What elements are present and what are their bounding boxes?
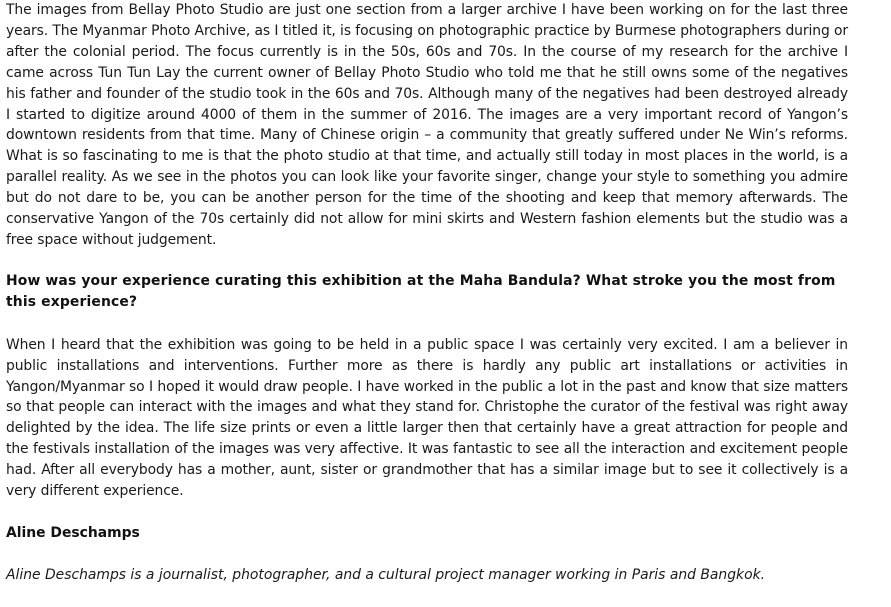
paragraph-spacer xyxy=(6,544,848,565)
article-paragraph-archive: The images from Bellay Photo Studio are just one section from a larger archive I have been working on for the last three years. The Myanmar Photo Archive, as I titled it, is focusing on photographic practice by Burmese photographers during or after the colonial period. The focus currently is in the 50s, 60s and 70s. In the course of my research for the archive I came across Tun Tun Lay the current owner of Bellay Photo Studio who told me that he still owns some of the negatives his father and founder of the studio took in the 60s and 70s. Although many of the negatives had been destroyed already I started to digitize around 4000 of them in the summer of 2016. The images are a very important record of Yangon’s downtown residents from that time. Many of Chinese origin – a community that greatly suffered under Ne Win’s reforms. What is so fascinating to me is that the photo studio at that time, and actually still today in most places in the world, is a parallel reality. As we see in the photos you can look like your favorite singer, change your style to something you admire but do not dare to be, you can be another person for the time of the shooting and keep that memory afterwards. The conservative Yangon of the 70s certainly did not allow for mini skirts and Western fashion elements but the studio was a free space without judgement. xyxy=(6,2,848,248)
author-bio: Aline Deschamps is a journalist, photographer, and a cultural project manager working in Paris and Bangkok. xyxy=(6,566,766,583)
author-name: Aline Deschamps xyxy=(6,524,140,541)
paragraph-spacer xyxy=(6,313,848,335)
article-body xyxy=(6,0,848,586)
paragraph-spacer xyxy=(6,251,848,271)
interview-question: How was your experience curating this exhibition at the Maha Bandula? What stroke you the most from this experience? xyxy=(6,272,836,310)
article-paragraph-exhibition: When I heard that the exhibition was going to be held in a public space I was certainly very excited. I am a believer in public installations and interventions. Further more as there is hardly any public art installations or activities in Yangon/Myanmar so I hoped it would draw people. I have worked in the public a lot in the past and know that size matters so that people can interact with the images and what they stand for. Christophe the curator of the festival was right away delighted by the idea. The life size prints or even a little larger then that certainly have a great attraction for people and the festivals installation of the images was very affective. It was fantastic to see all the interaction and excitement people had. After all everybody has a mother, aunt, sister or grandmother that has a similar image but to see it collectively is a very different experience. xyxy=(6,336,848,500)
paragraph-spacer xyxy=(6,502,848,523)
